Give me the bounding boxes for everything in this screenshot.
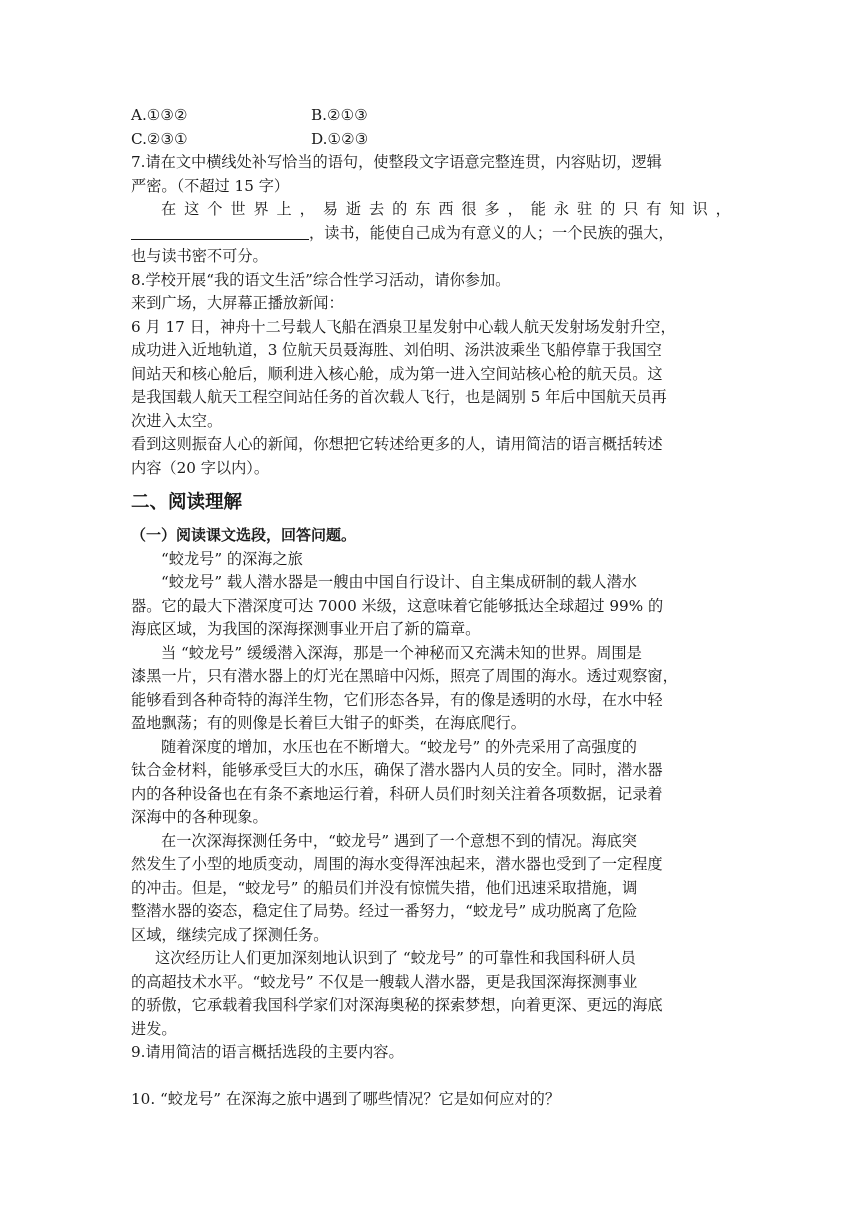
word: 逝 xyxy=(345,200,362,218)
passage-line: 在一次深海探测任务中，“蛟龙号” 遇到了一个意想不到的情况。海底突 xyxy=(161,831,637,850)
news-line: 是我国载人航天工程空间站任务的首次载人飞行，也是阔别 5 年后中国航天员再 xyxy=(131,388,667,406)
question-7-line-1: 7.请在文中横线处补写恰当的语句，使整段文字语意完整连贯，内容贴切，逻辑 xyxy=(131,153,662,171)
word: 驻 xyxy=(576,200,593,218)
option-a: A.①③② xyxy=(131,106,188,124)
question-7-line-2: 严密。（不超过 15 字） xyxy=(131,176,290,195)
news-line: 间站天和核心舱后，顺利进入核心舱，成为第一进入空间站核心枪的航天员。这 xyxy=(131,364,663,383)
word: 多 xyxy=(484,200,500,218)
passage-line: 深海中的各种现象。 xyxy=(131,808,268,826)
question-8-line-1: 8.学校开展“我的语文生活”综合性学习活动，请你参加。 xyxy=(131,270,511,289)
passage-line: 钛合金材料，能够承受巨大的水压，确保了潜水器内人员的安全。同时，潜水器 xyxy=(131,761,663,779)
passage-line: 内的各种设备也在有条不紊地运行着，科研人员们时刻关注着各项数据，记录着 xyxy=(131,784,663,803)
passage-line: 盈地飘荡；有的则像是长着巨大钳子的虾类，在海底爬行。 xyxy=(131,714,526,732)
word: ， xyxy=(507,200,523,218)
question-8-line-2: 来到广场，大屏幕正播放新闻： xyxy=(131,294,344,312)
word: 这 xyxy=(184,200,200,218)
question-7-paragraph-line-1 xyxy=(131,198,731,222)
question-7-paragraph-line-3: 也与读书密不可分。 xyxy=(131,247,268,265)
question-7-paragraph-line-2 xyxy=(131,222,731,246)
news-line: 6 月 17 日，神舟十二号载人飞船在酒泉卫星发射中心载人航天发射场发射升空， xyxy=(131,317,676,336)
word: 上 xyxy=(276,200,292,218)
word: 界 xyxy=(253,200,269,218)
passage-line: 海底区域，为我国的深海探测事业开启了新的篇章。 xyxy=(131,620,481,638)
passage-line: 随着深度的增加，水压也在不断增大。“蛟龙号” 的外壳采用了高强度的 xyxy=(161,737,637,756)
options-row-2 xyxy=(131,128,731,152)
question-9: 9.请用简洁的语言概括选段的主要内容。 xyxy=(131,1043,404,1061)
passage-line: 能够看到各种奇特的海洋生物，它们形态各异，有的像是透明的水母，在水中轻 xyxy=(131,690,663,709)
passage-paragraph-3 xyxy=(131,736,731,830)
passage-line: 然发生了小型的地质变动，周围的海水变得浑浊起来，潜水器也受到了一定程度 xyxy=(131,855,663,873)
sub-heading: （一）阅读课文选段，回答问题。 xyxy=(131,526,357,544)
passage-line: 的高超技术水平。“蛟龙号” 不仅是一艘载人潜水器，更是我国深海探测事业 xyxy=(131,972,638,991)
passage-line: 进发。 xyxy=(131,1019,177,1038)
news-line: 成功进入近地轨道，3 位航天员聂海胜、刘伯明、汤洪波乘坐飞船停靠于我国空 xyxy=(131,341,662,359)
answer-space xyxy=(131,1065,731,1089)
word: 很 xyxy=(461,200,477,218)
word: 永 xyxy=(553,200,570,218)
question-8-ask-line: 看到这则振奋人心的新闻，你想把它转述给更多的人，请用简洁的语言概括转述 xyxy=(131,435,663,453)
passage-line: 整潜水器的姿态，稳定住了局势。经过一番努力，“蛟龙号” 成功脱离了危险 xyxy=(131,902,638,920)
word: 能 xyxy=(530,200,546,218)
word: ， xyxy=(299,200,315,218)
passage-paragraph-5 xyxy=(131,947,731,1041)
word: 世 xyxy=(230,200,246,218)
passage-paragraph-2 xyxy=(131,642,731,736)
passage-line: 这次经历让人们更加深刻地认识到了 “蛟龙号” 的可靠性和我国科研人员 xyxy=(155,949,636,967)
document-page xyxy=(131,104,731,1112)
passage-paragraph-4 xyxy=(131,830,731,948)
paragraph-text: ，读书，能使自己成为有意义的人；一个民族的强大， xyxy=(309,223,674,242)
passage-line: 当 “蛟龙号” 缓缓潜入深海，那是一个神秘而又充满未知的世界。周围是 xyxy=(161,643,642,662)
passage-line: 漆黑一片，只有潜水器上的灯光在黑暗中闪烁，照亮了周围的海水。透过观察窗， xyxy=(131,667,678,685)
news-line: 次进入太空。 xyxy=(131,411,223,430)
passage-paragraph-1 xyxy=(131,571,731,642)
word: 西 xyxy=(438,200,454,218)
word: 有 xyxy=(646,200,662,218)
word: 个 xyxy=(207,200,223,218)
question-10: 10. “蛟龙号” 在深海之旅中遇到了哪些情况？它是如何应对的？ xyxy=(131,1090,561,1108)
word: 只 xyxy=(623,200,639,218)
passage-line: “蛟龙号” 载人潜水器是一艘由中国自行设计、自主集成研制的载人潜水 xyxy=(161,573,637,591)
option-c: C.②③① xyxy=(131,129,188,148)
word: 在 xyxy=(161,200,177,218)
passage-title: “蛟龙号” 的深海之旅 xyxy=(161,549,303,568)
passage-line: 的冲击。但是，“蛟龙号” 的船员们并没有惊慌失措，他们迅速采取措施，调 xyxy=(131,878,638,897)
passage-line: 区域，继续完成了探测任务。 xyxy=(131,925,329,944)
option-b: B.②①③ xyxy=(311,106,368,124)
section-heading: 二、阅读理解 xyxy=(131,492,243,513)
question-8-ask-line: 内容（20 字以内）。 xyxy=(131,458,270,477)
passage-line: 器。它的最大下潜深度可达 7000 米级，这意味着它能够抵达全球超过 99% 的 xyxy=(131,596,664,615)
word: 知 xyxy=(669,200,685,218)
fill-in-blank[interactable] xyxy=(131,222,309,240)
word: 的 xyxy=(392,200,408,218)
passage-line: 的骄傲，它承载着我国科学家们对深海奥秘的探索梦想，向着更深、更远的海底 xyxy=(131,996,663,1014)
word: 东 xyxy=(415,200,431,218)
word: ， xyxy=(715,200,731,218)
word: 易 xyxy=(322,200,338,218)
option-d: D.①②③ xyxy=(311,129,369,148)
word: 去 xyxy=(368,200,385,218)
options-row-1 xyxy=(131,104,731,128)
word: 识 xyxy=(692,200,708,218)
word: 的 xyxy=(600,200,616,218)
